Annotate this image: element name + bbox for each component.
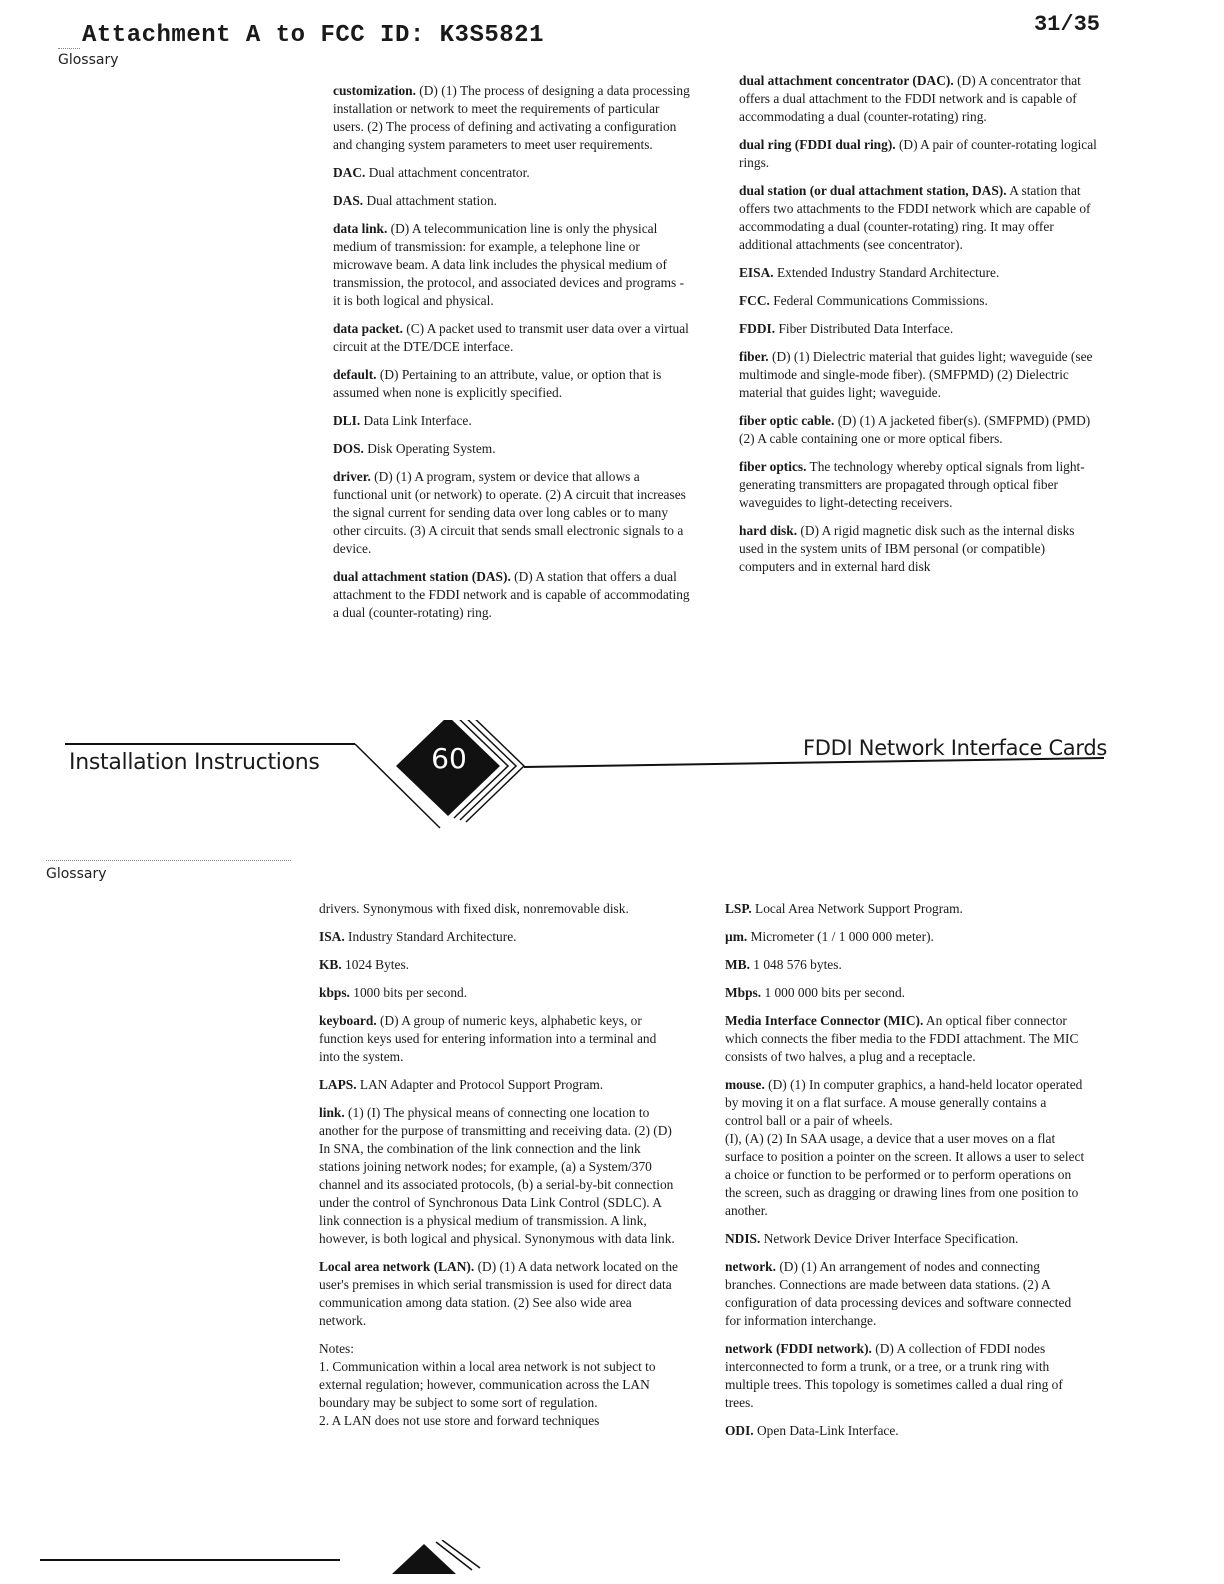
glossary-entry <box>333 468 693 558</box>
glossary-term: µm. <box>725 929 748 944</box>
glossary-term: dual station (or dual attachment station, DAS). <box>739 183 1007 198</box>
glossary-definition: (C) A packet used to transmit user data over a virtual circuit at the DTE/DCE interface. <box>333 321 689 354</box>
glossary-term: MB. <box>725 957 750 972</box>
glossary-definition: (D) Pertaining to an attribute, value, or option that is assumed when none is explicitly specified. <box>333 367 662 400</box>
glossary-term: FDDI. <box>739 321 776 336</box>
glossary-term: EISA. <box>739 265 774 280</box>
header-dotted-rule <box>58 48 80 49</box>
glossary-term: fiber. <box>739 349 769 364</box>
glossary-definition: drivers. Synonymous with fixed disk, nonremovable disk. <box>319 901 629 916</box>
glossary-term: ISA. <box>319 929 345 944</box>
glossary-definition: Open Data-Link Interface. <box>753 1423 899 1438</box>
section-label-top: Glossary <box>58 52 119 68</box>
glossary-definition: (D) A concentrator that offers a dual attachment to the FDDI network and is capable of accommodating a dual (counter-rotating) ring. <box>739 73 1081 124</box>
glossary-entry <box>725 1230 1085 1248</box>
glossary-definition: Micrometer (1 / 1 000 000 meter). <box>747 929 934 944</box>
glossary-definition: LAN Adapter and Protocol Support Program. <box>356 1077 604 1092</box>
glossary-entry <box>739 412 1099 448</box>
glossary-entry <box>333 220 693 310</box>
glossary-entry <box>725 928 1085 946</box>
glossary-entry <box>333 82 693 154</box>
glossary-term: default. <box>333 367 377 382</box>
glossary-term: data link. <box>333 221 388 236</box>
glossary-entry <box>319 1076 679 1094</box>
glossary-definition: (D) (1) The process of designing a data processing installation or network to meet the requirements of particular users. (2) The process of defining and activating a configuration and changing system parameters to meet user requirements. <box>333 83 690 152</box>
glossary-term: Mbps. <box>725 985 762 1000</box>
glossary-term: LAPS. <box>319 1077 357 1092</box>
glossary-entry <box>725 1340 1085 1412</box>
glossary-term: KB. <box>319 957 342 972</box>
glossary-term: link. <box>319 1105 345 1120</box>
glossary-term: NDIS. <box>725 1231 761 1246</box>
glossary-entry <box>333 568 693 622</box>
glossary-definition: 1 000 000 bits per second. <box>761 985 906 1000</box>
glossary-term: keyboard. <box>319 1013 377 1028</box>
glossary-entry <box>739 348 1099 402</box>
glossary-term: DOS. <box>333 441 364 456</box>
notes-heading: Notes: <box>319 1341 354 1356</box>
glossary-definition: (D) (1) A data network located on the user's premises in which serial transmission is used for direct data communication among data station. (2) See also wide area network. <box>319 1259 678 1328</box>
glossary-definition: (1) (I) The physical means of connecting one location to another for the purpose of transmitting and receiving data. (2) (D) In SNA, the combination of the link connection and the link stations joining network nodes; for example, (a) a System/370 channel and its associated protocols, (b) a serial-by-bit connection under the control of Synchronous Data Link Control (SDLC). A link connection is a physical medium of transmission. A link, however, is both logical and physical. Synonymous with data link. <box>319 1105 675 1246</box>
glossary-term: dual attachment concentrator (DAC). <box>739 73 954 88</box>
glossary-entry <box>333 320 693 356</box>
glossary-entry <box>319 1104 679 1248</box>
glossary-definition: Local Area Network Support Program. <box>751 901 963 916</box>
glossary-definition: (D) A telecommunication line is only the physical medium of transmission: for example, a telephone line or microwave beam. A data link includes the physical medium of transmission, the protocol, and associated devices and programs - it is both logical and physical. <box>333 221 685 308</box>
glossary-entry <box>739 264 1099 282</box>
glossary-definition: (D) A group of numeric keys, alphabetic keys, or function keys used for entering information into a terminal and into the system. <box>319 1013 657 1064</box>
glossary-entry <box>725 1012 1085 1066</box>
note-item: 1. Communication within a local area network is not subject to external regulation; however, communication across the LAN boundary may be subject to some sort of regulation. <box>319 1359 656 1410</box>
glossary-term: DLI. <box>333 413 361 428</box>
glossary-definition: (D) A collection of FDDI nodes interconnected to form a trunk, or a tree, or a trunk ring with multiple trees. This topology is sometimes called a dual ring of trees. <box>725 1341 1063 1410</box>
glossary-entry <box>739 320 1099 338</box>
glossary-term: dual attachment station (DAS). <box>333 569 511 584</box>
glossary-term: LSP. <box>725 901 752 916</box>
glossary-definition: An optical fiber connector which connects the fiber media to the FDDI attachment. The MIC consists of two halves, a plug and a receptacle. <box>725 1013 1079 1064</box>
glossary-entry <box>725 900 1085 918</box>
glossary-term: driver. <box>333 469 371 484</box>
page-number: 60 <box>431 742 467 775</box>
glossary-definition: The technology whereby optical signals from light-generating transmitters are propagated through optical fiber waveguides to light-detecting receivers. <box>739 459 1085 510</box>
glossary-definition: (D) (1) In computer graphics, a hand-held locator operated by moving it on a flat surface. A mouse generally contains a control ball or a pair of wheels. (I), (A) (2) In SAA usage, a device that a user moves on a flat surface to position a pointer on the screen. It allows a user to select a choice or function to be performed or to perform operations on the screen, such as dragging or drawing lines from one position to another. <box>725 1077 1085 1218</box>
glossary-definition: Disk Operating System. <box>363 441 496 456</box>
glossary-definition: (D) A station that offers a dual attachment to the FDDI network and is capable of accommodating a dual (counter-rotating) ring. <box>333 569 690 620</box>
bottom-ornament-partial <box>0 1540 1224 1584</box>
glossary-entry <box>739 458 1099 512</box>
glossary-definition: Fiber Distributed Data Interface. <box>775 321 954 336</box>
footer-right-title: FDDI Network Interface Cards <box>803 736 1108 760</box>
glossary-term: data packet. <box>333 321 403 336</box>
glossary-term: Media Interface Connector (MIC). <box>725 1013 924 1028</box>
glossary-definition: Network Device Driver Interface Specification. <box>760 1231 1019 1246</box>
glossary-definition: (D) (1) Dielectric material that guides light; waveguide (see multimode and single-mode fiber). (SMFPMD) (2) Dielectric material that guides light; waveguide. <box>739 349 1093 400</box>
glossary-entry <box>319 956 679 974</box>
glossary-term: dual ring (FDDI dual ring). <box>739 137 896 152</box>
glossary-entry <box>739 72 1099 126</box>
glossary-entry <box>319 984 679 1002</box>
glossary-entry <box>725 956 1085 974</box>
glossary-entry <box>739 522 1099 576</box>
glossary-entry <box>725 1258 1085 1330</box>
glossary-entry <box>739 292 1099 310</box>
glossary-entry <box>333 440 693 458</box>
glossary-definition: Dual attachment concentrator. <box>365 165 530 180</box>
glossary-definition: Federal Communications Commissions. <box>769 293 988 308</box>
glossary-definition: 1 048 576 bytes. <box>749 957 842 972</box>
glossary-definition: Industry Standard Architecture. <box>344 929 517 944</box>
glossary-definition: (D) A pair of counter-rotating logical rings. <box>739 137 1097 170</box>
glossary-entry <box>739 136 1099 172</box>
glossary-entry <box>319 928 679 946</box>
glossary-entry <box>725 1076 1085 1220</box>
glossary-term: DAC. <box>333 165 366 180</box>
glossary-term: network (FDDI network). <box>725 1341 872 1356</box>
glossary-definition: Data Link Interface. <box>360 413 472 428</box>
bottom-right-column <box>725 900 1085 1450</box>
glossary-term: ODI. <box>725 1423 754 1438</box>
document-title: Attachment A to FCC ID: K3S5821 <box>82 22 544 49</box>
glossary-definition: (D) (1) An arrangement of nodes and connecting branches. Connections are made between data stations. (2) A configuration of data processing devices and software connected for information interchange. <box>725 1259 1072 1328</box>
top-right-column <box>739 72 1099 586</box>
glossary-entry <box>319 900 679 918</box>
glossary-definition: 1000 bits per second. <box>349 985 468 1000</box>
note-item: 2. A LAN does not use store and forward techniques <box>319 1413 600 1428</box>
glossary-definition: 1024 Bytes. <box>341 957 410 972</box>
glossary-term: FCC. <box>739 293 770 308</box>
glossary-definition: (D) (1) A program, system or device that allows a functional unit (or network) to operate. (2) A circuit that increases the signal current for sending data over long cables or to many other circuits. (3) A circuit that sends small electronic signals to a device. <box>333 469 686 556</box>
glossary-term: mouse. <box>725 1077 765 1092</box>
glossary-entry <box>319 1012 679 1066</box>
glossary-definition: A station that offers two attachments to the FDDI network which are capable of accommodating a dual (counter-rotating) ring. It may offer additional attachments (see concentrator). <box>739 183 1091 252</box>
glossary-term: fiber optic cable. <box>739 413 835 428</box>
glossary-term: fiber optics. <box>739 459 807 474</box>
footer-left-title: Installation Instructions <box>69 750 320 775</box>
glossary-entry <box>725 1422 1085 1440</box>
glossary-entry <box>739 182 1099 254</box>
glossary-term: network. <box>725 1259 776 1274</box>
glossary-definition: (D) A rigid magnetic disk such as the internal disks used in the system units of IBM personal (or compatible) computers and in external hard disk <box>739 523 1075 574</box>
glossary-term: Local area network (LAN). <box>319 1259 475 1274</box>
top-left-column <box>333 82 693 632</box>
glossary-entry <box>333 366 693 402</box>
section-label-bottom: Glossary <box>46 866 107 882</box>
glossary-entry <box>333 164 693 182</box>
glossary-entry <box>319 1258 679 1330</box>
glossary-entry <box>725 984 1085 1002</box>
glossary-definition: Dual attachment station. <box>363 193 498 208</box>
glossary-term: customization. <box>333 83 416 98</box>
glossary-term: hard disk. <box>739 523 798 538</box>
bottom-left-column <box>319 900 679 1430</box>
glossary-definition: Extended Industry Standard Architecture. <box>773 265 1000 280</box>
glossary-definition: (D) (1) A jacketed fiber(s). (SMFPMD) (PMD) (2) A cable containing one or more optical fibers. <box>739 413 1091 446</box>
section-dotted-rule <box>46 860 291 861</box>
glossary-entry <box>333 192 693 210</box>
glossary-term: DAS. <box>333 193 364 208</box>
page-count: 31/35 <box>1033 12 1100 37</box>
glossary-term: kbps. <box>319 985 350 1000</box>
glossary-entry <box>333 412 693 430</box>
